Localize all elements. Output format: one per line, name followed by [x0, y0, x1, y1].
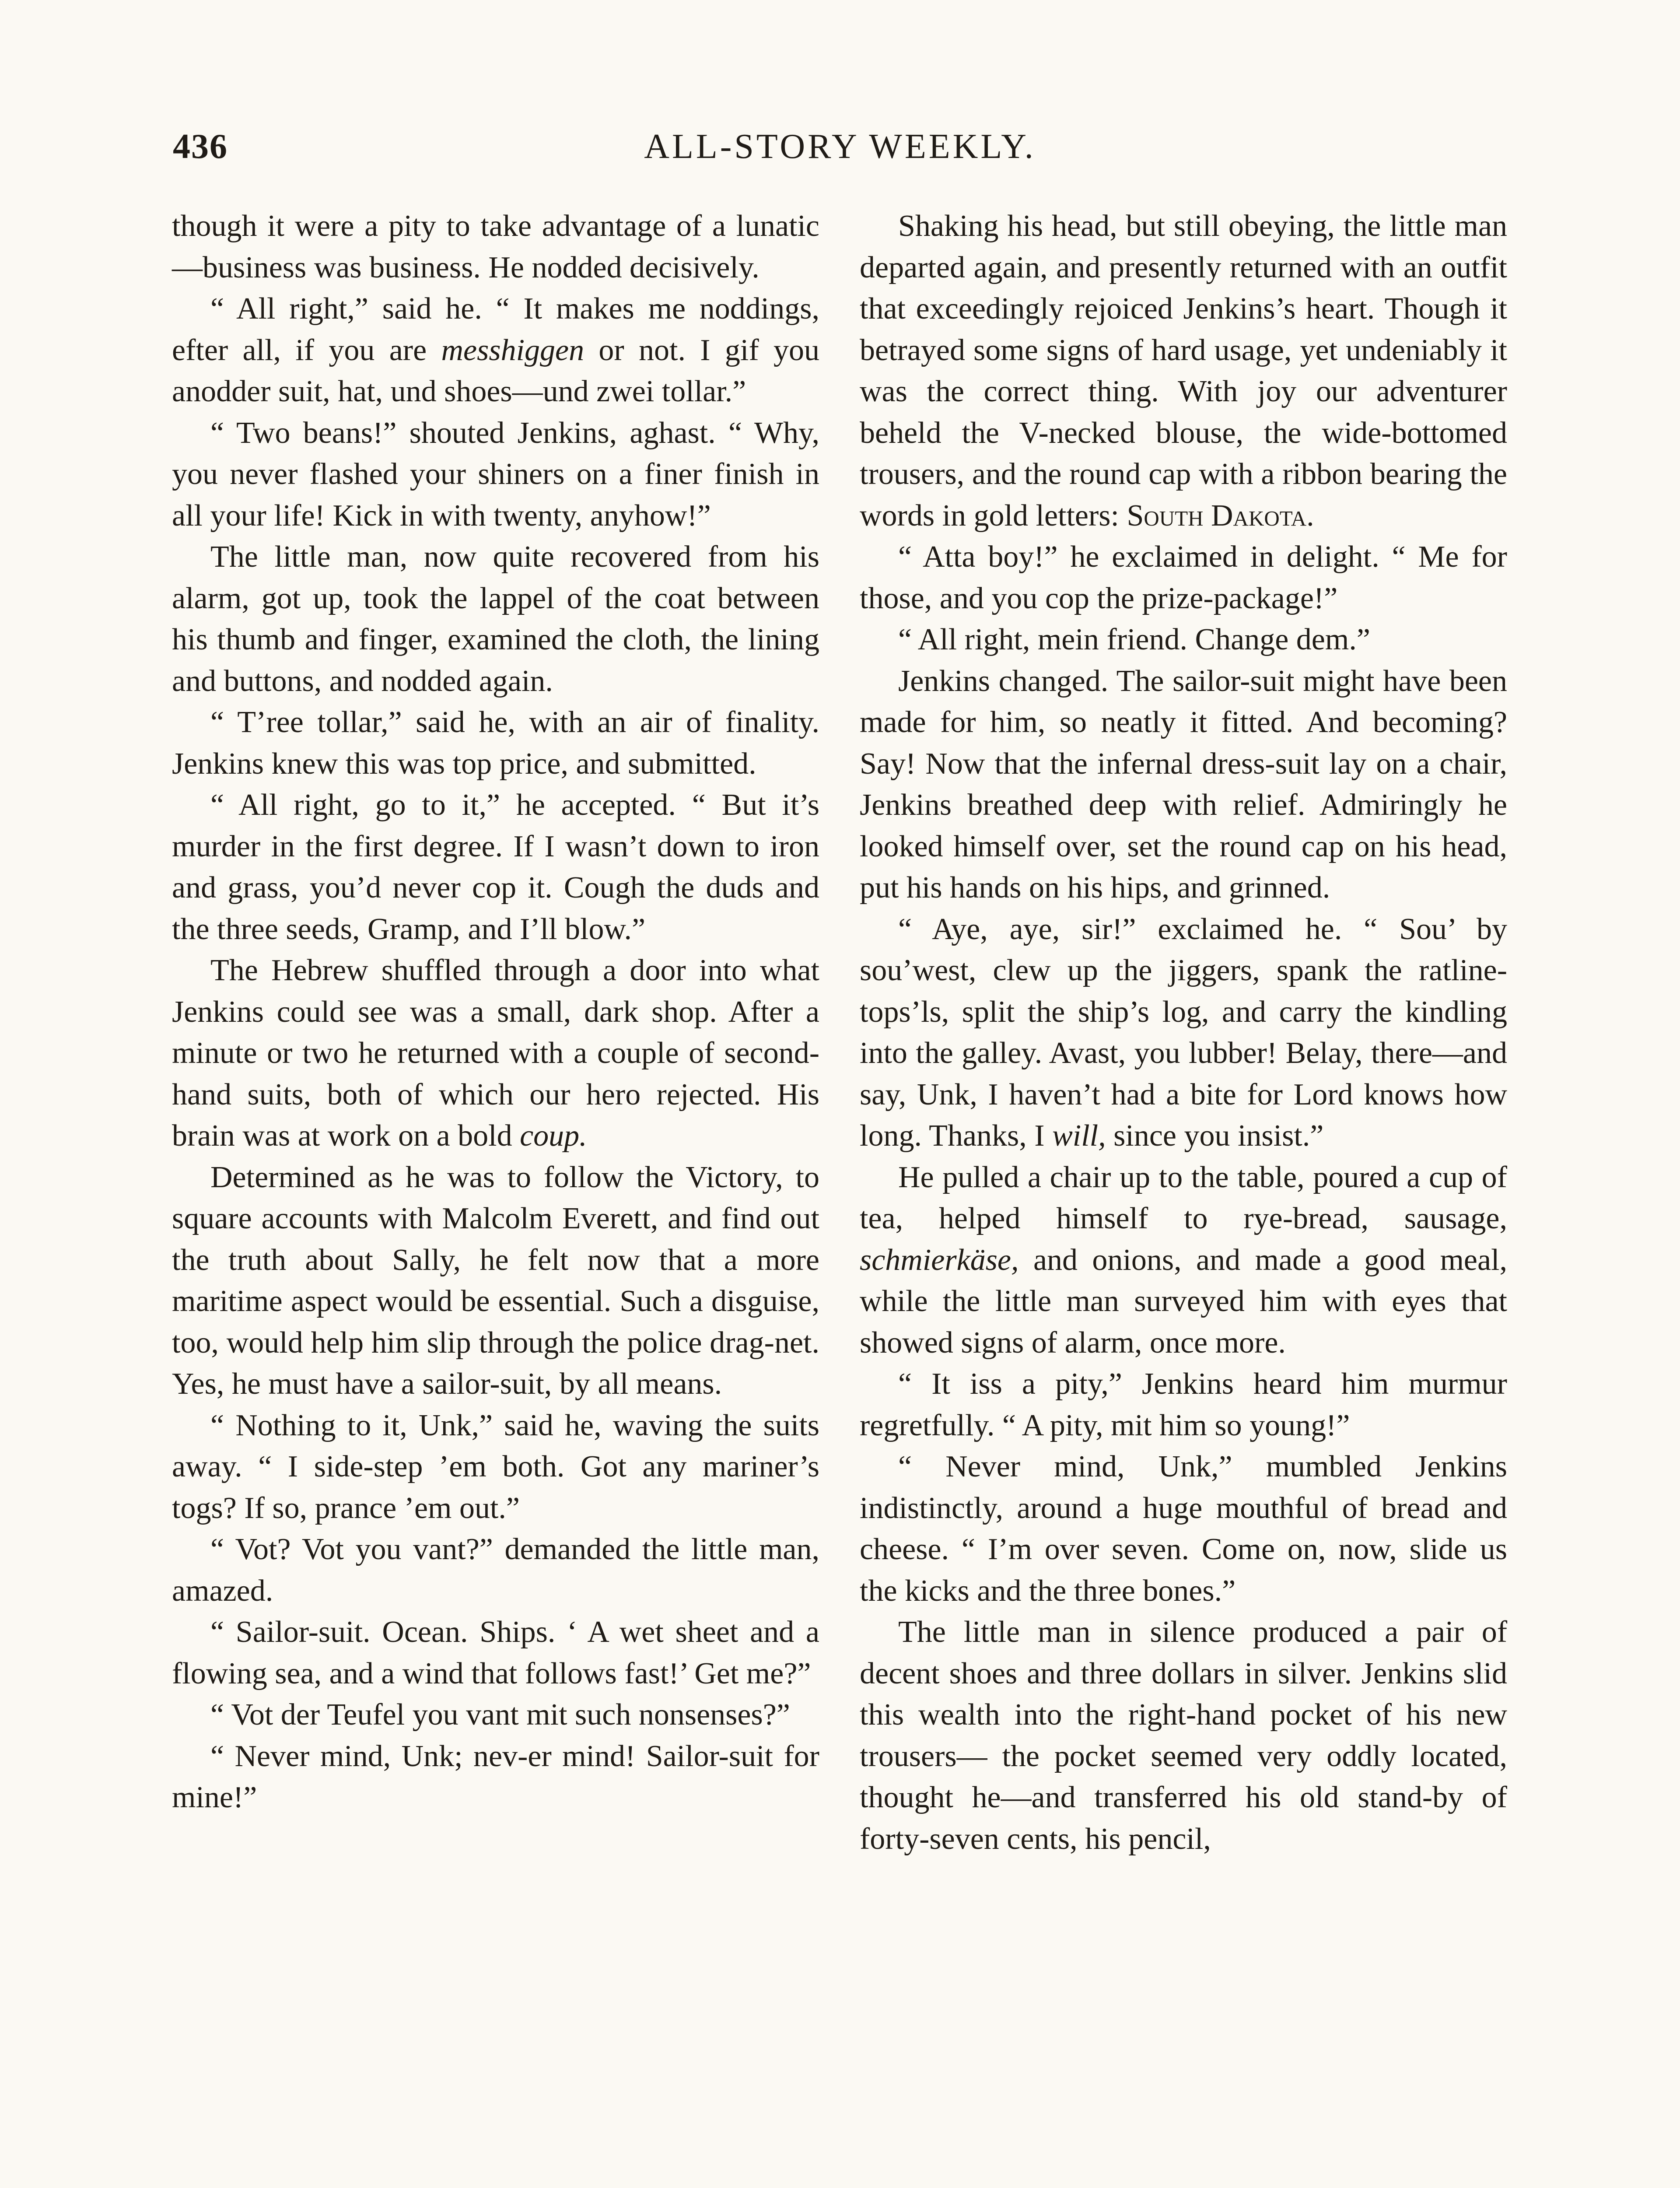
paragraph: “ Atta boy!” he exclaimed in delight. “ Me for those, and you cop the prize-package!” [860, 540, 1507, 615]
paragraph: The little man in silence produced a pair of decent shoes and three dollars in silver. Jenkins slid this wealth into the right-hand pocket of his new trousers— the pocket seemed very oddly located, thought he—and transferred his old stand-by of forty-seven cents, his pencil, [860, 1615, 1507, 1856]
paragraph: “ Never mind, Unk; nev-er mind! Sailor-suit for mine!” [172, 1739, 819, 1814]
italic-word: messhiggen [441, 333, 584, 367]
italic-word: schmierkäse, [860, 1243, 1019, 1277]
paragraph: “ Vot? Vot you vant?” demanded the little man, amazed. [172, 1532, 819, 1608]
paragraph: “ Aye, aye, sir!” exclaimed he. “ Sou’ by sou’west, clew up the jiggers, spank the ratline-tops’ls, split the ship’s log, and carry the kindling into the galley. Avast, you lubber! Belay, there—and say, Unk, I haven’t had a bite for Lord knows how long. Thanks, I will, since you insist.” [860, 912, 1507, 1153]
italic-word: will, [1052, 1119, 1106, 1153]
paragraph: “ Never mind, Unk,” mumbled Jenkins indistinctly, around a huge mouthful of bread and cheese. “ I’m over seven. Come on, now, slide us the kicks and the three bones.” [860, 1450, 1507, 1608]
left-column [172, 206, 819, 1819]
paragraph: “ T’ree tollar,” said he, with an air of finality. Jenkins knew this was top price, and submitted. [172, 705, 819, 781]
paragraph: Determined as he was to follow the Victory, to square accounts with Malcolm Everett, and find out the truth about Sally, he felt now that a more maritime aspect would be essential. Such a disguise, too, would help him slip through the police drag-net. Yes, he must have a sailor-suit, by all means. [172, 1160, 819, 1401]
paragraph: He pulled a chair up to the table, poured a cup of tea, helped himself to rye-bread, sausage, schmierkäse, and onions, and made a good meal, while the little man surveyed him with eyes that showed signs of alarm, once more. [860, 1160, 1507, 1360]
paragraph: Jenkins changed. The sailor-suit might have been made for him, so neatly it fitted. And becoming? Say! Now that the infernal dress-suit lay on a chair, Jenkins breathed deep with relief. Admiringly he looked himself over, set the round cap on his head, put his hands on his hips, and grinned. [860, 664, 1507, 905]
paragraph: The little man, now quite recovered from his alarm, got up, took the lappel of the coat between his thumb and finger, examined the cloth, the lining and buttons, and nodded again. [172, 540, 819, 698]
italic-word: coup. [520, 1119, 587, 1153]
paragraph: “ Sailor-suit. Ocean. Ships. ‘ A wet sheet and a flowing sea, and a wind that follows fast!’ Get me?” [172, 1615, 819, 1690]
page-number: 436 [173, 127, 228, 166]
running-head: ALL-STORY WEEKLY. [644, 127, 1036, 166]
paragraph: The Hebrew shuffled through a door into what Jenkins could see was a small, dark shop. After a minute or two he returned with a couple of second-hand suits, both of which our hero rejected. His brain was at work on a bold coup. [172, 954, 819, 1153]
paragraph: “ All right, mein friend. Change dem.” [898, 623, 1370, 656]
page-header [0, 127, 1680, 179]
paragraph: Shaking his head, but still obeying, the little man departed again, and presently returned with an outfit that exceedingly rejoiced Jenkins’s heart. Though it betrayed some signs of hard usage, yet undeniably it was the correct thing. With joy our adventurer beheld the V-necked blouse, the wide-bottomed trousers, and the round cap with a ribbon bearing the words in gold letters: South Dakota. [860, 209, 1507, 533]
small-caps-text: South Dakota. [1127, 498, 1314, 533]
paragraph: “ All right, go to it,” he accepted. “ But it’s murder in the first degree. If I wasn’t down to iron and grass, you’d never cop it. Cough the duds and the three seeds, Gramp, and I’ll blow.” [172, 788, 819, 946]
paragraph: “ Nothing to it, Unk,” said he, waving the suits away. “ I side-step ’em both. Got any mariner’s togs? If so, prance ’em out.” [172, 1408, 819, 1525]
paragraph: though it were a pity to take advantage of a lunatic—business was business. He nodded decisively. [172, 209, 819, 284]
paragraph: “ All right,” said he. “ It makes me noddings, efter all, if you are messhiggen or not. I gif you anodder suit, hat, und shoes—und zwei tollar.” [172, 292, 820, 408]
paragraph: “ Vot der Teufel you vant mit such nonsenses?” [210, 1698, 790, 1732]
right-column [860, 206, 1507, 1860]
paragraph: “ It iss a pity,” Jenkins heard him murmur regretfully. “ A pity, mit him so young!” [860, 1367, 1507, 1442]
paragraph: “ Two beans!” shouted Jenkins, aghast. “ Why, you never flashed your shiners on a finer finish in all your life! Kick in with twenty, anyhow!” [172, 416, 819, 533]
